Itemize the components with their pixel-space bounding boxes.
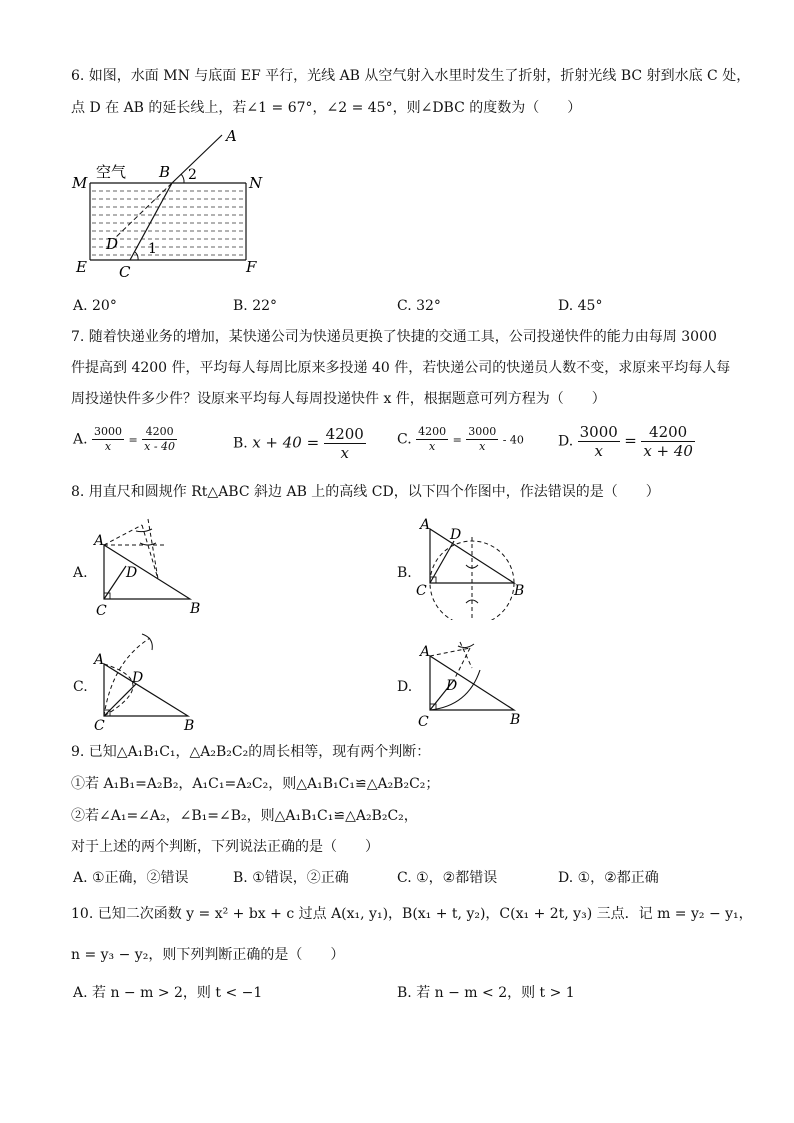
q8-figure-a[interactable] (92, 517, 222, 622)
frac-numerator: 4200 (325, 425, 364, 443)
q6-option-c[interactable]: C. 32° (397, 298, 441, 314)
frac-denominator: x + 40 (643, 442, 693, 460)
q6-label-A: A (226, 127, 237, 145)
q8-figure-b[interactable] (414, 515, 539, 620)
q10-option-a[interactable]: A. 若 n − m > 2，则 t < −1 (73, 985, 263, 1001)
q7-text-line2: 件提高到 4200 件，平均每人每周比原来多投递 40 件，若快递公司的快递员人数不变，求原来平均每人每 (71, 360, 731, 376)
q8a-label-D: D (126, 565, 138, 581)
frac-numerator: 3000 (94, 425, 123, 438)
q8-option-a-letter[interactable]: A. (73, 565, 88, 581)
q9-text-line3: ②若∠A₁=∠A₂，∠B₁=∠B₂，则△A₁B₁C₁≌△A₂B₂C₂， (71, 808, 418, 824)
q9-option-d[interactable]: D. ①，②都正确 (558, 870, 659, 886)
q7-option-b-letter: B. (233, 435, 248, 452)
q6-label-angle2: 2 (188, 167, 197, 183)
q7-option-c-frac1 (416, 425, 448, 454)
q8d-label-C: C (418, 714, 429, 730)
q8a-label-B: B (190, 601, 201, 617)
q9-text-line1: 9. 已知△A₁B₁C₁，△A₂B₂C₂的周长相等，现有两个判断： (71, 744, 431, 760)
q9-option-b[interactable]: B. ①错误，②正确 (233, 870, 349, 886)
q8d-label-B: B (510, 712, 521, 728)
q7-option-d-letter: D. (558, 433, 574, 450)
q6-option-b[interactable]: B. 22° (233, 298, 278, 314)
q6-refraction-figure (66, 125, 276, 285)
frac-denominator: x (104, 440, 112, 453)
frac-numerator: 4200 (418, 425, 447, 438)
frac-denominator: x (340, 444, 349, 462)
q6-text-line2: 点 D 在 AB 的延长线上，若∠1 = 67°，∠2 = 45°，则∠DBC 的度数为（ ） (71, 100, 582, 116)
q7-option-b[interactable] (233, 425, 366, 462)
q7-option-b-left: x + 40 = (252, 433, 320, 452)
q7-text-line1: 7. 随着快递业务的增加，某快递公司为快递员更换了快捷的交通工具，公司投递快件的能力由每周 3000 (71, 329, 717, 345)
q6-label-angle1: 1 (148, 241, 157, 257)
q9-text-line4: 对于上述的两个判断，下列说法正确的是（ ） (71, 839, 379, 855)
q7-option-a-letter: A. (73, 431, 88, 448)
q8a-label-A: A (94, 533, 105, 549)
frac-numerator: 4200 (641, 423, 695, 442)
frac-denominator: x (479, 440, 486, 453)
q7-option-c-letter: C. (397, 431, 412, 448)
frac-denominator: x (429, 440, 436, 453)
q8b-label-C: C (416, 583, 427, 599)
q8c-label-D: D (132, 670, 144, 686)
frac-numerator: 3000 (468, 425, 497, 438)
q9-option-c[interactable]: C. ①，②都错误 (397, 870, 498, 886)
q8d-label-A: A (420, 644, 431, 660)
q7-option-d-frac1 (578, 423, 620, 460)
q6-label-C: C (119, 263, 131, 281)
q7-option-a[interactable] (73, 425, 177, 454)
q8b-label-D: D (450, 527, 462, 543)
q7-option-c-frac2 (466, 425, 498, 454)
q6-label-M: M (72, 174, 88, 192)
q7-text-line3: 周投递快件多少件？设原来平均每人每周投递快件 x 件，根据题意可列方程为（ ） (71, 391, 606, 407)
frac-numerator: 4200 (142, 425, 177, 440)
q7-option-a-frac2 (142, 425, 177, 454)
equals-sign: = (128, 433, 138, 447)
q7-option-d[interactable] (558, 423, 695, 460)
equals-sign: = (624, 431, 637, 450)
equals-sign: = (452, 433, 462, 447)
q6-label-D: D (106, 235, 119, 253)
q7-option-c[interactable] (397, 425, 524, 454)
q7-option-d-frac2 (641, 423, 695, 460)
q8-option-b-letter[interactable]: B. (397, 565, 412, 581)
q8a-label-C: C (96, 603, 107, 619)
q6-text-line1: 6. 如图，水面 MN 与底面 EF 平行，光线 AB 从空气射入水里时发生了折射，折射光线 BC 射到水底 C 处， (71, 68, 751, 84)
q10-text-line2: n = y₃ − y₂，则下列判断正确的是（ ） (71, 947, 345, 963)
frac-numerator: 3000 (579, 423, 618, 441)
q8-option-d-letter[interactable]: D. (397, 679, 413, 695)
q7-option-a-frac1 (92, 425, 124, 454)
q7-option-b-frac (324, 425, 366, 462)
q7-option-c-tail: - 40 (502, 433, 524, 447)
q8-text: 8. 用直尺和圆规作 Rt△ABC 斜边 AB 上的高线 CD，以下四个作图中，作法错误的是（ ） (71, 484, 660, 500)
q6-label-air: 空气 (96, 163, 127, 181)
q8c-label-B: B (184, 718, 195, 732)
q9-text-line2: ①若 A₁B₁=A₂B₂，A₁C₁=A₂C₂，则△A₁B₁C₁≌△A₂B₂C₂； (71, 776, 440, 792)
q6-label-B: B (159, 163, 171, 181)
q6-label-N: N (249, 174, 263, 192)
q10-option-b[interactable]: B. 若 n − m < 2，则 t > 1 (397, 985, 575, 1001)
q8-figure-c[interactable] (92, 632, 212, 732)
q8c-label-A: A (94, 652, 105, 668)
q8c-label-C: C (94, 718, 105, 732)
q6-option-a[interactable]: A. 20° (73, 298, 117, 314)
q10-text-line1: 10. 已知二次函数 y = x² + bx + c 过点 A(x₁, y₁)，B(x₁ + t, y₂)，C(x₁ + 2t, y₃) 三点．记 m = y₂ − y₁， (71, 906, 753, 922)
q6-option-d[interactable]: D. 45° (558, 298, 603, 314)
q8d-label-D: D (446, 678, 458, 694)
q8-figure-d[interactable] (414, 636, 534, 732)
q8-option-c-letter[interactable]: C. (73, 679, 88, 695)
q9-option-a[interactable]: A. ①正确，②错误 (73, 870, 189, 886)
frac-denominator: x - 40 (144, 440, 176, 453)
q8b-label-B: B (514, 583, 525, 599)
q6-label-E: E (76, 258, 87, 276)
frac-denominator: x (594, 442, 603, 460)
q6-label-F: F (246, 258, 257, 276)
q8b-label-A: A (420, 517, 431, 533)
